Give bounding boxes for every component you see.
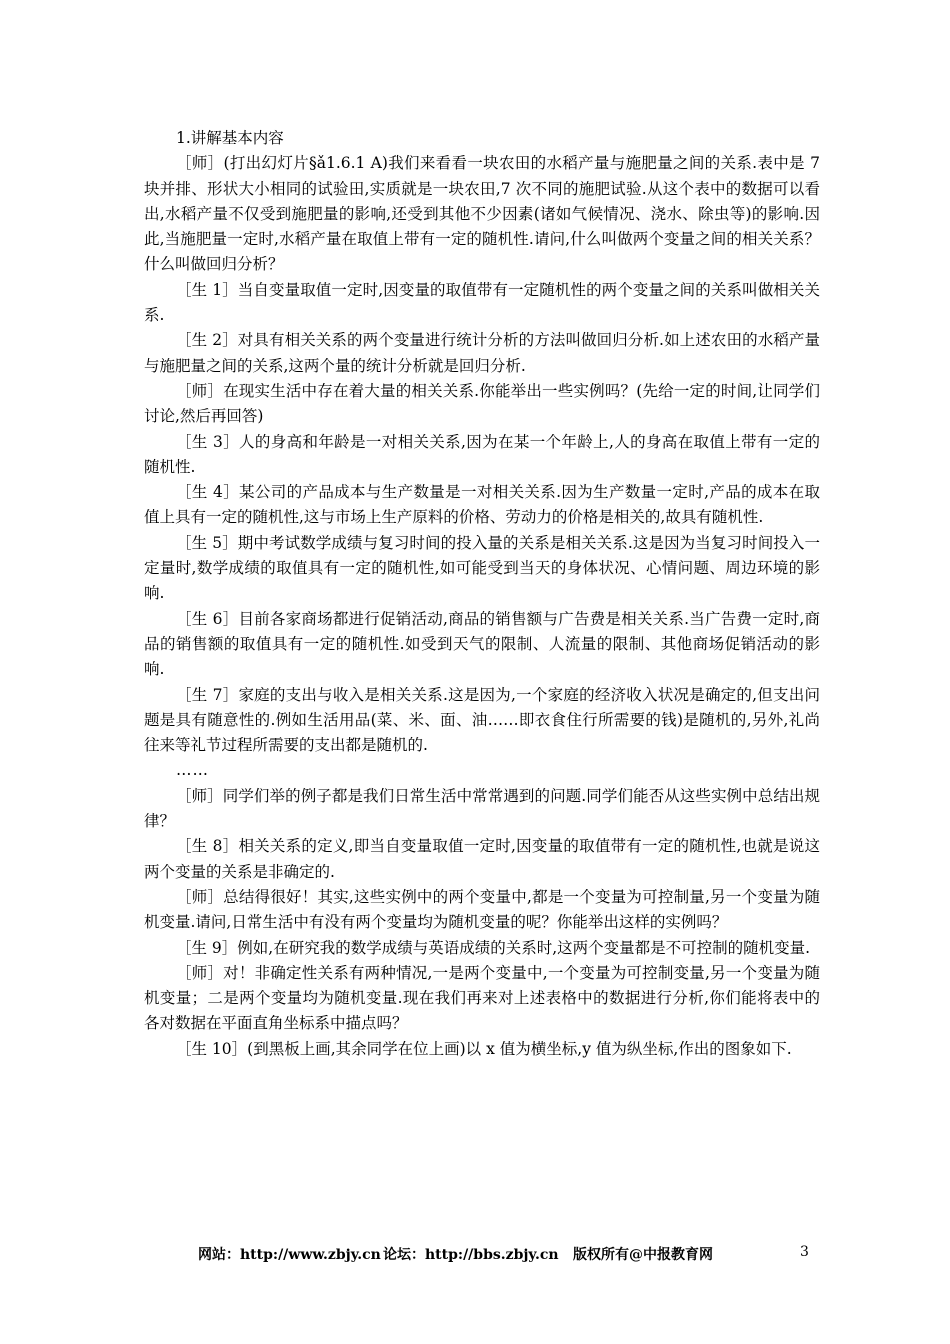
paragraph-teacher-summary: ［师］同学们举的例子都是我们日常生活中常常遇到的问题.同学们能否从这些实例中总结出规律？ xyxy=(144,786,820,831)
paragraph-student-8: ［生 8］相关关系的定义,即当自变量取值一定时,因变量的取值带有一定的随机性,也就是说这两个变量的关系是非确定的. xyxy=(144,837,820,881)
page-footer xyxy=(0,1244,950,1268)
paragraph-teacher-praise: ［师］总结得很好！其实,这些实例中的两个变量中,都是一个变量为可控制量,另一个变量为随机变量.请问,日常生活中有没有两个变量均为随机变量的呢？你能举出这样的实例吗？ xyxy=(144,887,820,932)
paragraph-teacher-intro: ［师］(打出幻灯片§ǎ1.6.1 A)我们来看看一块农田的水稻产量与施肥量之间的关系.表中是 7 块并排、形状大小相同的试验田,实质就是一块农田,7 次不同的施肥试验.从这个表中的数据可以看出,水稻产量不仅受到施肥量的影响,还受到其他不少因素(诸如气候情况、浇水、除虫等)的影响.因此,当施肥量一定时,水稻产量在取值上带有一定的随机性.请问,什么叫做两个变量之间的相关关系？什么叫做回归分析？ xyxy=(144,154,820,274)
document-body xyxy=(144,126,820,1062)
paragraph-student-9: ［生 9］例如,在研究我的数学成绩与英语成绩的关系时,这两个变量都是不可控制的随机变量. xyxy=(176,938,811,957)
paragraph-student-1: ［生 1］当自变量取值一定时,因变量的取值带有一定随机性的两个变量之间的关系叫做相关关系. xyxy=(144,280,820,325)
paragraph-student-6: ［生 6］目前各家商场都进行促销活动,商品的销售额与广告费是相关关系.当广告费一定时,商品的销售额的取值具有一定的随机性.如受到天气的限制、人流量的限制、其他商场促销活动的影响. xyxy=(144,609,820,679)
footer-website: 网站：http://www.zbjy.cn xyxy=(198,1247,381,1263)
section-heading: 1.讲解基本内容 xyxy=(176,129,284,147)
paragraph-student-10: ［生 10］(到黑板上画,其余同学在位上画)以 x 值为横坐标,y 值为纵坐标,作出的图象如下. xyxy=(176,1039,792,1058)
ellipsis: …… xyxy=(176,761,209,780)
footer-forum: 论坛：http://bbs.zbjy.cn xyxy=(383,1247,559,1263)
page-number: 3 xyxy=(800,1244,809,1260)
paragraph-teacher-cases: ［师］对！非确定性关系有两种情况,一是两个变量中,一个变量为可控制变量,另一个变量为随机变量；二是两个变量均为随机变量.现在我们再来对上述表格中的数据进行分析,你们能将表中的各对数据在平面直角坐标系中描点吗？ xyxy=(144,963,820,1033)
footer-copyright: 版权所有@中报教育网 xyxy=(573,1247,713,1263)
paragraph-student-4: ［生 4］某公司的产品成本与生产数量是一对相关关系.因为生产数量一定时,产品的成本在取值上具有一定的随机性,这与市场上生产原料的价格、劳动力的价格是相关的,故具有随机性. xyxy=(144,483,820,527)
paragraph-student-7: ［生 7］家庭的支出与收入是相关关系.这是因为,一个家庭的经济收入状况是确定的,但支出问题是具有随意性的.例如生活用品(菜、米、面、油……即衣食住行所需要的钱)是随机的,另外,礼尚往来等礼节过程所需要的支出都是随机的. xyxy=(144,685,820,755)
paragraph-student-5: ［生 5］期中考试数学成绩与复习时间的投入量的关系是相关关系.这是因为当复习时间投入一定量时,数学成绩的取值具有一定的随机性,如可能受到当天的身体状况、心情问题、周边环境的影响. xyxy=(144,533,820,603)
paragraph-student-3: ［生 3］人的身高和年龄是一对相关关系,因为在某一个年龄上,人的身高在取值上带有一定的随机性. xyxy=(144,432,820,476)
paragraph-teacher-examples: ［师］在现实生活中存在着大量的相关关系.你能举出一些实例吗？(先给一定的时间,让同学们讨论,然后再回答) xyxy=(144,381,820,426)
paragraph-student-2: ［生 2］对具有相关关系的两个变量进行统计分析的方法叫做回归分析.如上述农田的水稻产量与施肥量之间的关系,这两个量的统计分析就是回归分析. xyxy=(144,331,820,375)
